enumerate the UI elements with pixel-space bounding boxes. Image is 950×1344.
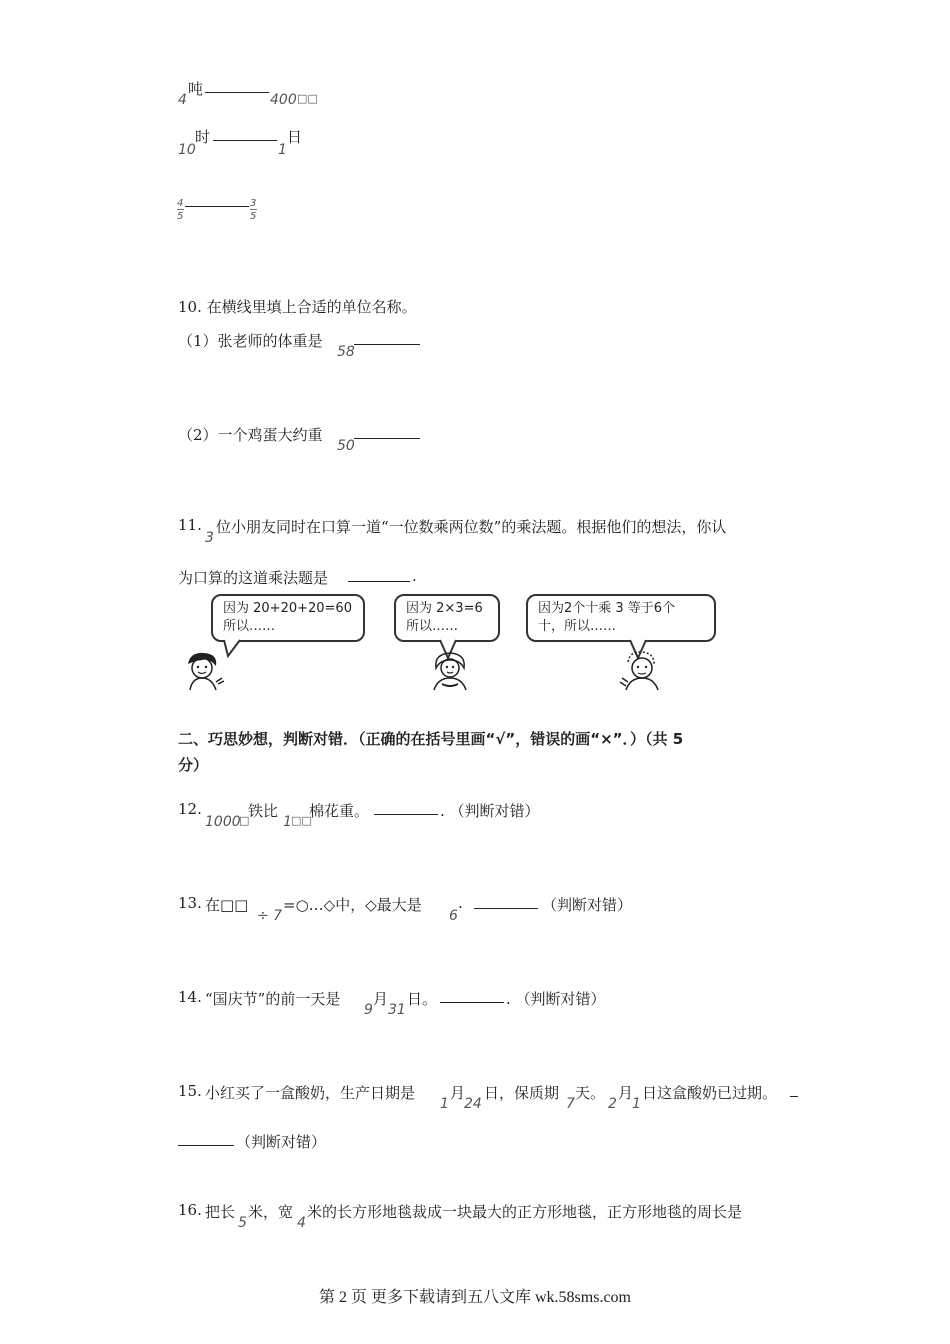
q12-answer-blank[interactable]: [374, 800, 438, 815]
conv-2-blank[interactable]: [213, 126, 277, 141]
q16-text-2: 米，宽: [248, 1203, 294, 1221]
q11-line-2: [178, 567, 478, 589]
q15-text-3: 日，保质期: [484, 1084, 560, 1102]
speech-bubble-1-line-2: 所以……: [223, 619, 276, 634]
q15-answer-blank-start[interactable]: [790, 1082, 798, 1097]
q12-number: 12.: [178, 800, 202, 818]
conv-2-unit-b: 日: [287, 128, 303, 146]
q16-number: 16.: [178, 1201, 202, 1219]
q16: [178, 1201, 808, 1235]
q13-divisor: ÷ 7: [257, 908, 283, 924]
conv-3-a-fraction-bar: [177, 209, 184, 210]
child-3-illustration: [616, 648, 666, 692]
q11-period: .: [412, 567, 417, 585]
q16-text-1: 把长: [205, 1203, 236, 1221]
q10-part-1-blank[interactable]: [354, 330, 420, 345]
conv-1-unit-a: 吨: [188, 80, 204, 98]
q13-text-3: .: [458, 894, 463, 912]
speech-bubble-3: [526, 594, 716, 642]
child-2-illustration: [428, 648, 472, 692]
q11-number: 11.: [178, 516, 202, 534]
q10-part-1: [178, 330, 438, 360]
q13-text-2: =○…◇中，◇最大是: [283, 896, 422, 914]
q15-judge: （判断对错）: [236, 1133, 327, 1151]
q14-answer-blank[interactable]: [440, 988, 504, 1003]
section-2-heading-line-2: 分）: [178, 756, 209, 774]
conv-row-2: [178, 126, 318, 158]
q12: [178, 800, 598, 834]
q14-text-1: “国庆节”的前一天是: [205, 990, 341, 1008]
q11-text-1: 位小朋友同时在口算一道“一位数乘两位数”的乘法题。根据他们的想法，你认: [216, 518, 727, 536]
q14-judge: . （判断对错）: [506, 990, 606, 1008]
q10-title: 10. 在横线里填上合适的单位名称。: [178, 298, 417, 316]
q15-prod-month: 1: [440, 1096, 449, 1112]
speech-bubble-3-line-2: 十，所以……: [538, 619, 617, 634]
q15-text-1: 小红买了一盒酸奶，生产日期是: [205, 1084, 416, 1102]
q13-judge: （判断对错）: [542, 896, 633, 914]
conv-1-unit-box: □□: [297, 92, 318, 105]
speech-bubble-3-line-1: 因为2个十乘 3 等于6个: [538, 601, 676, 616]
q10-part-2-blank[interactable]: [354, 424, 420, 439]
q14-month: 9: [364, 1002, 373, 1018]
speech-bubble-2-line-2: 所以……: [406, 619, 459, 634]
speech-bubble-2: [394, 594, 500, 642]
conv-3-a-denominator: 5: [177, 211, 184, 222]
q11-count: 3: [205, 530, 214, 546]
conv-3-blank[interactable]: [185, 206, 249, 207]
conv-3-b-fraction-bar: [250, 209, 257, 210]
q15-line-1: [178, 1082, 808, 1116]
conv-2-number-b: 1: [278, 142, 287, 158]
conv-1-number-b: 400: [270, 92, 297, 108]
q10-part-1-text: （1）张老师的体重是: [178, 332, 323, 350]
conv-1-number-a: 4: [178, 92, 187, 108]
q15-line-2: [178, 1131, 378, 1153]
conv-3-b-denominator: 5: [250, 211, 257, 222]
conv-2-unit-a: 时: [195, 128, 211, 146]
conv-2-number-a: 10: [178, 142, 196, 158]
child-1-illustration: [180, 648, 228, 692]
q13-answer-blank[interactable]: [474, 894, 538, 909]
q16-text-3: 米的长方形地毯裁成一块最大的正方形地毯，正方形地毯的周长是: [307, 1203, 743, 1221]
q15-check-day: 1: [632, 1096, 641, 1112]
q15-text-6: 日这盒酸奶已过期。: [642, 1084, 778, 1102]
q11-text-2: 为口算的这道乘法题是: [178, 569, 329, 587]
q15-answer-blank[interactable]: [178, 1131, 234, 1146]
q15-shelf-days: 7: [566, 1096, 575, 1112]
q13-number: 13.: [178, 894, 202, 912]
q16-length: 5: [238, 1215, 247, 1231]
q10-part-2-number: 50: [337, 438, 355, 454]
q14: [178, 988, 638, 1022]
speech-bubble-2-line-1: 因为 2×3=6: [406, 601, 483, 616]
q15-text-5: 月: [618, 1084, 634, 1102]
section-2-heading-line-1: 二、巧思妙想，判断对错．（正确的在括号里画“√”，错误的画“×”．）（共 5: [178, 730, 684, 748]
speech-bubble-1-line-1: 因为 20+20+20=60: [223, 601, 352, 616]
q16-width: 4: [297, 1215, 306, 1231]
q15-number: 15.: [178, 1082, 202, 1100]
q12-unit-b-box: □□: [291, 814, 312, 827]
q14-text-3: 日。: [407, 990, 438, 1008]
q10-part-1-number: 58: [337, 344, 355, 360]
q13: [178, 894, 638, 928]
q15-text-4: 天。: [575, 1084, 606, 1102]
q12-text-2: 棉花重。: [309, 802, 370, 820]
q10-part-2-text: （2）一个鸡蛋大约重: [178, 426, 323, 444]
q12-value-b: 1: [283, 814, 292, 830]
conv-1-blank[interactable]: [205, 78, 269, 93]
page-footer: 第 2 页 更多下载请到五八文库 wk.58sms.com: [318, 1289, 631, 1306]
q12-value-a: 1000: [205, 814, 241, 830]
q15-check-month: 2: [608, 1096, 617, 1112]
q13-value: 6: [449, 908, 458, 924]
q14-number: 14.: [178, 988, 202, 1006]
q15-prod-day: 24: [464, 1096, 482, 1112]
conv-3-a-numerator: 4: [177, 198, 184, 209]
q12-text-1: 铁比: [248, 802, 279, 820]
q14-day: 31: [388, 1002, 406, 1018]
q12-unit-a-box: □: [239, 814, 250, 827]
q11-line-1: [178, 516, 818, 548]
q11-answer-blank[interactable]: [348, 567, 410, 582]
q10-part-2: [178, 424, 438, 454]
conv-row-3: [176, 198, 266, 228]
q13-text-1: 在□□: [205, 896, 249, 914]
conv-row-1: [178, 78, 338, 108]
q12-judge: . （判断对错）: [440, 802, 540, 820]
speech-bubble-1: [211, 594, 365, 642]
q14-text-2: 月: [373, 990, 389, 1008]
q15-text-2: 月: [450, 1084, 466, 1102]
conv-3-b-numerator: 3: [250, 198, 257, 209]
